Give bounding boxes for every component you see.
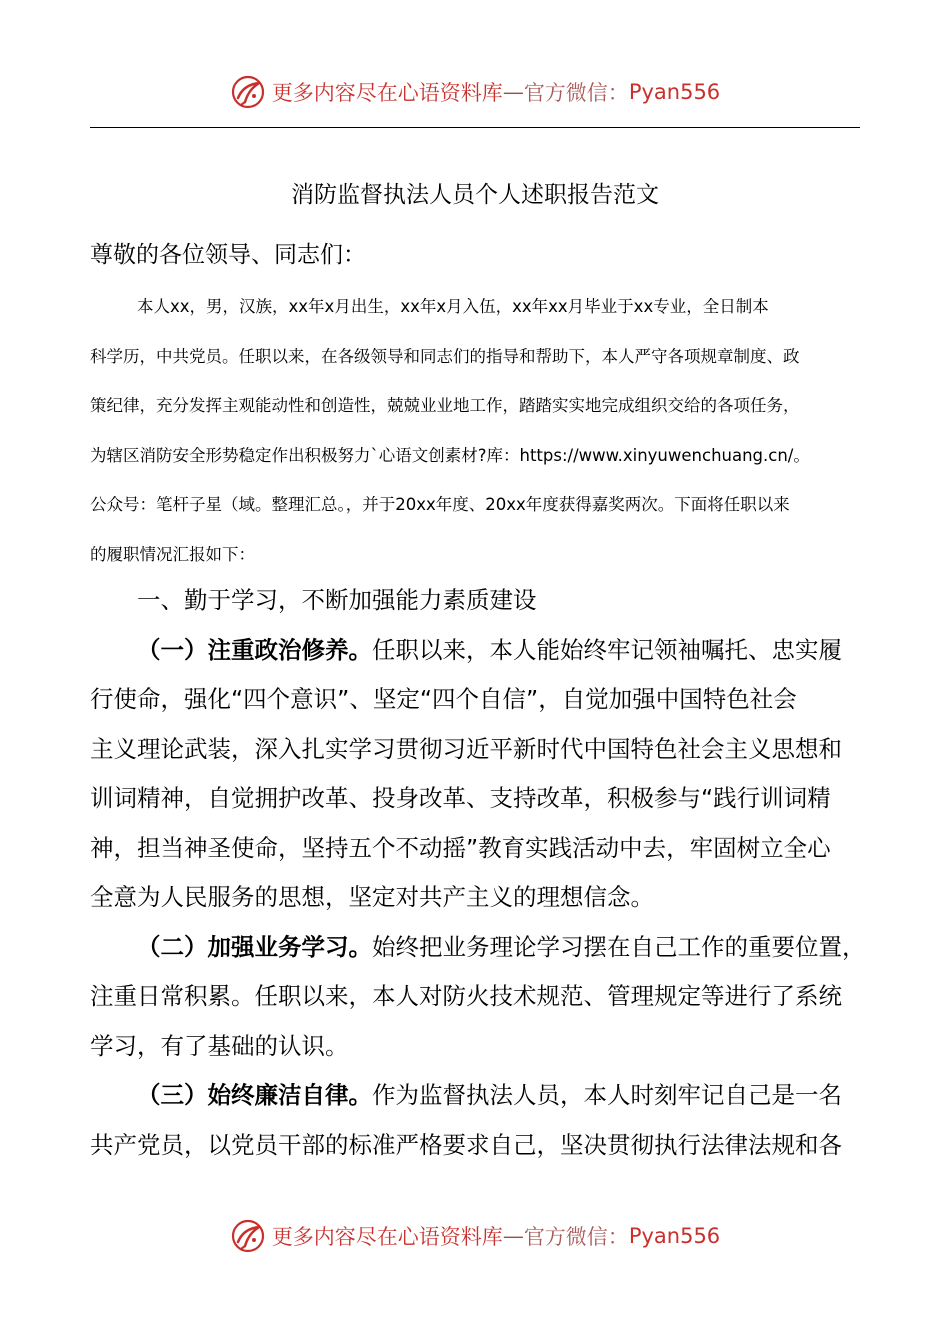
intro-line: 的履职情况汇报如下： bbox=[90, 544, 255, 564]
sub-section-1-first-line bbox=[90, 626, 870, 676]
banner-wechat-label: 官方微信： bbox=[523, 81, 629, 105]
sub-section-2-text: 始终把业务理论学习摆在自己工作的重要位置， bbox=[372, 932, 866, 961]
brand-logo-icon bbox=[230, 1218, 266, 1254]
sub-section-3-label: （三）始终廉洁自律。 bbox=[137, 1081, 372, 1109]
sub-section-2-first-line bbox=[90, 923, 870, 973]
document-title: 消防监督执法人员个人述职报告范文 bbox=[291, 182, 659, 208]
banner-account: Pyan556 bbox=[628, 80, 721, 104]
section-heading: 一、勤于学习，不断加强能力素质建设 bbox=[137, 586, 537, 614]
banner-brand-text: 更多内容尽在心语资料库 bbox=[271, 81, 503, 105]
brand-logo-icon bbox=[230, 74, 266, 110]
header-banner bbox=[0, 68, 950, 116]
intro-paragraph bbox=[90, 282, 870, 579]
body-line: 学习，有了基础的认识。 bbox=[90, 1031, 349, 1060]
section-1 bbox=[90, 576, 870, 1170]
intro-line: 科学历，中共党员。任职以来，在各级领导和同志们的指导和帮助下，本人严守各项规章制度、政 bbox=[90, 346, 800, 366]
banner-dash: — bbox=[502, 1224, 524, 1248]
salutation: 尊敬的各位领导、同志们： bbox=[90, 242, 366, 268]
intro-line: 为辖区消防安全形势稳定作出积极努力`心语文创素材?库：https://www.xinyuwenchuang.cn/。 bbox=[90, 445, 810, 465]
sub-section-2-label: （二）加强业务学习。 bbox=[137, 932, 372, 961]
banner-dash: — bbox=[502, 80, 524, 104]
banner-wechat-label: 官方微信： bbox=[523, 1225, 629, 1249]
body-line: 神，担当神圣使命，坚持五个不动摇”教育实践活动中去，牢固树立全心 bbox=[90, 833, 831, 862]
body-line: 注重日常积累。任职以来，本人对防火技术规范、管理规定等进行了系统 bbox=[90, 982, 842, 1010]
body-line: 全意为人民服务的思想，坚定对共产主义的理想信念。 bbox=[90, 883, 654, 911]
sub-section-1-label: （一）注重政治修养。 bbox=[137, 635, 372, 664]
intro-line: 本人xx，男，汉族，xx年x月出生，xx年x月入伍，xx年xx月毕业于xx专业，全日制本 bbox=[137, 297, 769, 316]
banner-account: Pyan556 bbox=[628, 1224, 721, 1248]
sub-section-3-text: 作为监督执法人员，本人时刻牢记自己是一名 bbox=[372, 1081, 842, 1109]
header-divider bbox=[90, 127, 860, 128]
intro-line: 公众号：笔杆子星（域。整理汇总。，并于20xx年度、20xx年度获得嘉奖两次。下面将任职以来 bbox=[90, 495, 790, 514]
intro-line: 策纪律，充分发挥主观能动性和创造性，兢兢业业地工作，踏踏实实地完成组织交给的各项任务， bbox=[90, 396, 800, 415]
banner-brand-text: 更多内容尽在心语资料库 bbox=[271, 1225, 503, 1249]
body-line: 行使命，强化“四个意识”、坚定“四个自信”，自觉加强中国特色社会 bbox=[90, 685, 797, 713]
body-line: 训词精神，自觉拥护改革、投身改革、支持改革，积极参与“践行训词精 bbox=[90, 784, 831, 812]
body-line: 共产党员，以党员干部的标准严格要求自己，坚决贯彻执行法律法规和各 bbox=[90, 1130, 842, 1159]
sub-section-1-text: 任职以来，本人能始终牢记领袖嘱托、忠实履 bbox=[372, 635, 842, 664]
footer-banner bbox=[0, 1212, 950, 1260]
sub-section-3-first-line bbox=[90, 1071, 870, 1121]
body-line: 主义理论武装，深入扎实学习贯彻习近平新时代中国特色社会主义思想和 bbox=[90, 734, 842, 763]
